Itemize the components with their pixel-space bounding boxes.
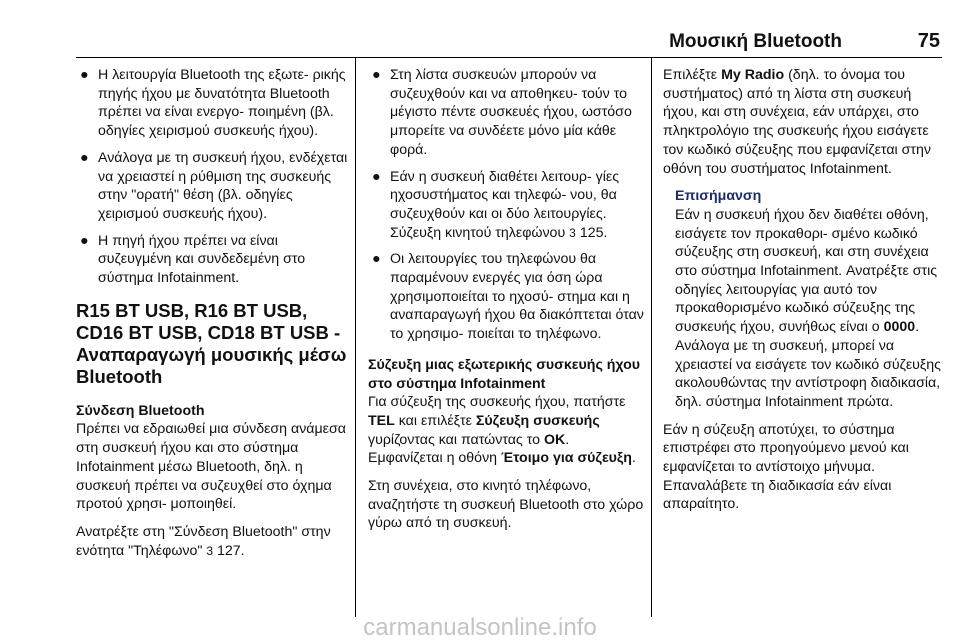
note-text — [675, 206, 944, 412]
ok-key-label: OK — [543, 431, 566, 448]
bullet-item: ● Οι λειτουργίες του τηλεφώνου θα παραμένουν ενεργές για όση ώρα χρησιμοποιείται το ηχοσύ- στημα και η αναπαραγωγή ήχου θα διακόπτεται όταν το χρησιμο- ποιείται το τηλέφωνο. — [372, 251, 644, 343]
paragraph-reference — [76, 523, 352, 560]
text-run: . — [631, 450, 636, 467]
bullet-text: Στη λίστα συσκευών μπορούν να συζευχθούν και να αποθηκευ- τούν το μέγιστο πέντε συσκευές ήχου, ωστόσο μπορείτε να συνδέετε μόνο μία κάθε φορά. — [390, 67, 632, 158]
page-number: 75 — [917, 30, 940, 52]
screen-name-label: Έτοιμο για σύζευξη — [501, 450, 632, 467]
note-title: Επισήμανση — [675, 188, 762, 205]
bullet-item: ● Εάν η συσκευή διαθέτει λειτουρ- γίες ηχοσυστήματος και τηλεφώ- νου, θα συζευχθούν και οι δύο λειτουργίες. Σύζευξη κινητού τηλεφώνου 3 125. — [372, 168, 620, 241]
column-1 — [76, 66, 352, 569]
text-run: (δηλ. το όνομα του συστήματος) από τη λίστα στη συσκευή ήχου, και στη συνέχεια, εάν υπάρχει, στο πληκτρολόγιο της συσκευής ήχου εισάγετε τον κωδικό σύζευξης που εμφανίζεται στην οθόνη του συστήματος Infotainment. — [663, 67, 931, 177]
bullet-text: Εάν η συσκευή διαθέτει λειτουρ- γίες ηχοσυστήματος και τηλεφώ- νου, θα συζευχθούν και οι δύο λειτουργίες. Σύζευξη κινητού τηλεφώνου — [390, 168, 620, 241]
bullet-text: Η λειτουργία Bluetooth της εξωτε- ρικής πηγής ήχου με δυνατότητα Bluetooth πρέπει να είναι ενεργο- ποιημένη (βλ. οδηγίες χειρισμού συσκευής ήχου). — [98, 67, 346, 140]
bullet-text: Ανάλογα με τη συσκευή ήχου, ενδέχεται να χρειαστεί η ρύθμιση της συσκευής στην "ορατή" θέση (βλ. οδηγίες χειρισμού συσκευής ήχου). — [98, 149, 348, 222]
menu-item-label: Σύζευξη συσκευής — [475, 412, 600, 429]
paragraph: Πρέπει να εδραιωθεί μια σύνδεση ανάμεσα στη συσκευή ήχου και στο σύστημα Infotainment μέσω Bluetooth, δηλ. η συσκευή πρέπει να συζευχθεί στο όχημα προτού χρησι- μοποιηθεί. — [76, 421, 346, 513]
device-name-label: My Radio — [721, 67, 785, 83]
reference-page-link[interactable]: 127. — [217, 542, 245, 559]
tel-key-label: TEL — [368, 412, 395, 429]
column-2 — [368, 66, 645, 542]
subsection-heading: Σύζευξη μιας εξωτερικής συσκευής ήχου στο σύστημα Infotainment — [368, 356, 641, 392]
subsection-heading: Σύνδεση Bluetooth — [76, 402, 205, 419]
paragraph — [663, 66, 944, 178]
bullet-item: ● Η πηγή ήχου πρέπει να είναι συζευγμένη και συνδεδεμένη στο σύστημα Infotainment. — [80, 232, 306, 287]
header-rule — [76, 57, 942, 58]
bullet-item: ● Η λειτουργία Bluetooth της εξωτε- ρικής πηγής ήχου με δυνατότητα Bluetooth πρέπει να είναι ενεργο- ποιημένη (βλ. οδηγίες χειρισμού συσκευής ήχου). — [80, 67, 346, 140]
bullet-item: ● Στη λίστα συσκευών μπορούν να συζευχθούν και να αποθηκευ- τούν το μέγιστο πέντε συσκευές ήχου, ωστόσο μπορείτε να συνδέετε μόνο μία κάθε φορά. — [372, 67, 632, 158]
note-block — [663, 187, 944, 411]
bullet-item: ● Ανάλογα με τη συσκευή ήχου, ενδέχεται να χρειαστεί η ρύθμιση της συσκευής στην "ορατή" θέση (βλ. οδηγίες χειρισμού συσκευής ήχου). — [80, 149, 348, 222]
text-run: Εάν η συσκευή ήχου δεν διαθέτει οθόνη, εισάγετε τον προκαθορι- σμένο κωδικό σύζευξης στη συσκευή, και στη συνέχεια στο σύστημα Infotainment. Ανατρέξτε στις οδηγίες λειτουργίας για αυτό τον προκαθορισμένο κωδικό σύζευξης της συσκευής ήχου, συνήθως είναι ο — [675, 206, 938, 336]
section-heading: R15 BT USB, R16 BT USB, CD16 BT USB, CD18 BT USB - Αναπαραγωγή μουσικής μέσω Bluetooth — [76, 299, 347, 387]
bullet-text: Η πηγή ήχου πρέπει να είναι συζευγμένη και συνδεδεμένη στο σύστημα Infotainment. — [98, 232, 306, 287]
text-run: και επιλέξτε — [398, 412, 472, 429]
text-run: γυρίζοντας και πατώντας το — [368, 431, 541, 448]
page-title: Μουσική Bluetooth — [669, 31, 842, 52]
watermark: carmanualsonline.info — [363, 614, 597, 641]
paragraph: Εάν η σύζευξη αποτύχει, το σύστημα επιστρέφει στο προηγούμενο μενού και εμφανίζεται το αντίστοιχο μήνυμα. Επαναλάβετε τη διαδικασία εάν είναι απαραίτητο. — [663, 421, 909, 513]
pairing-code: 0000 — [883, 319, 916, 336]
reference-text: Ανατρέξτε στη "Σύνδεση Bluetooth" στην ενότητα "Τηλέφωνο" — [76, 523, 331, 559]
arrow-ref-icon: 3 — [206, 543, 214, 558]
reference-page-link[interactable]: 125. — [579, 224, 608, 241]
text-run: Επιλέξτε — [663, 67, 718, 83]
paragraph — [368, 393, 645, 468]
text-run: . Εμφανίζεται η οθόνη — [368, 431, 570, 467]
paragraph: Στη συνέχεια, στο κινητό τηλέφωνο, αναζητήστε τη συσκευή Bluetooth στο χώρο γύρω από τη συσκευή. — [368, 478, 644, 532]
bullet-text: Οι λειτουργίες του τηλεφώνου θα παραμένουν ενεργές για όση ώρα χρησιμοποιείται το ηχοσύ- στημα και η αναπαραγωγή ήχου θα διακόπτεται όταν το χρησιμο- ποιείται το τηλέφωνο. — [390, 251, 644, 343]
text-run: Για σύζευξη της συσκευής ήχου, πατήστε — [368, 394, 626, 411]
column-3 — [663, 66, 944, 523]
arrow-ref-icon: 3 — [569, 225, 576, 240]
column-divider — [651, 57, 652, 617]
column-divider — [355, 57, 356, 617]
text-run: . Ανάλογα με τη συσκευή, μπορεί να χρειαστεί να εισάγετε τον κωδικό σύζευξης ακολουθώντας την αντίστροφη διαδικασία, δηλ. σύστημα Infotainment πρώτα. — [675, 319, 942, 410]
